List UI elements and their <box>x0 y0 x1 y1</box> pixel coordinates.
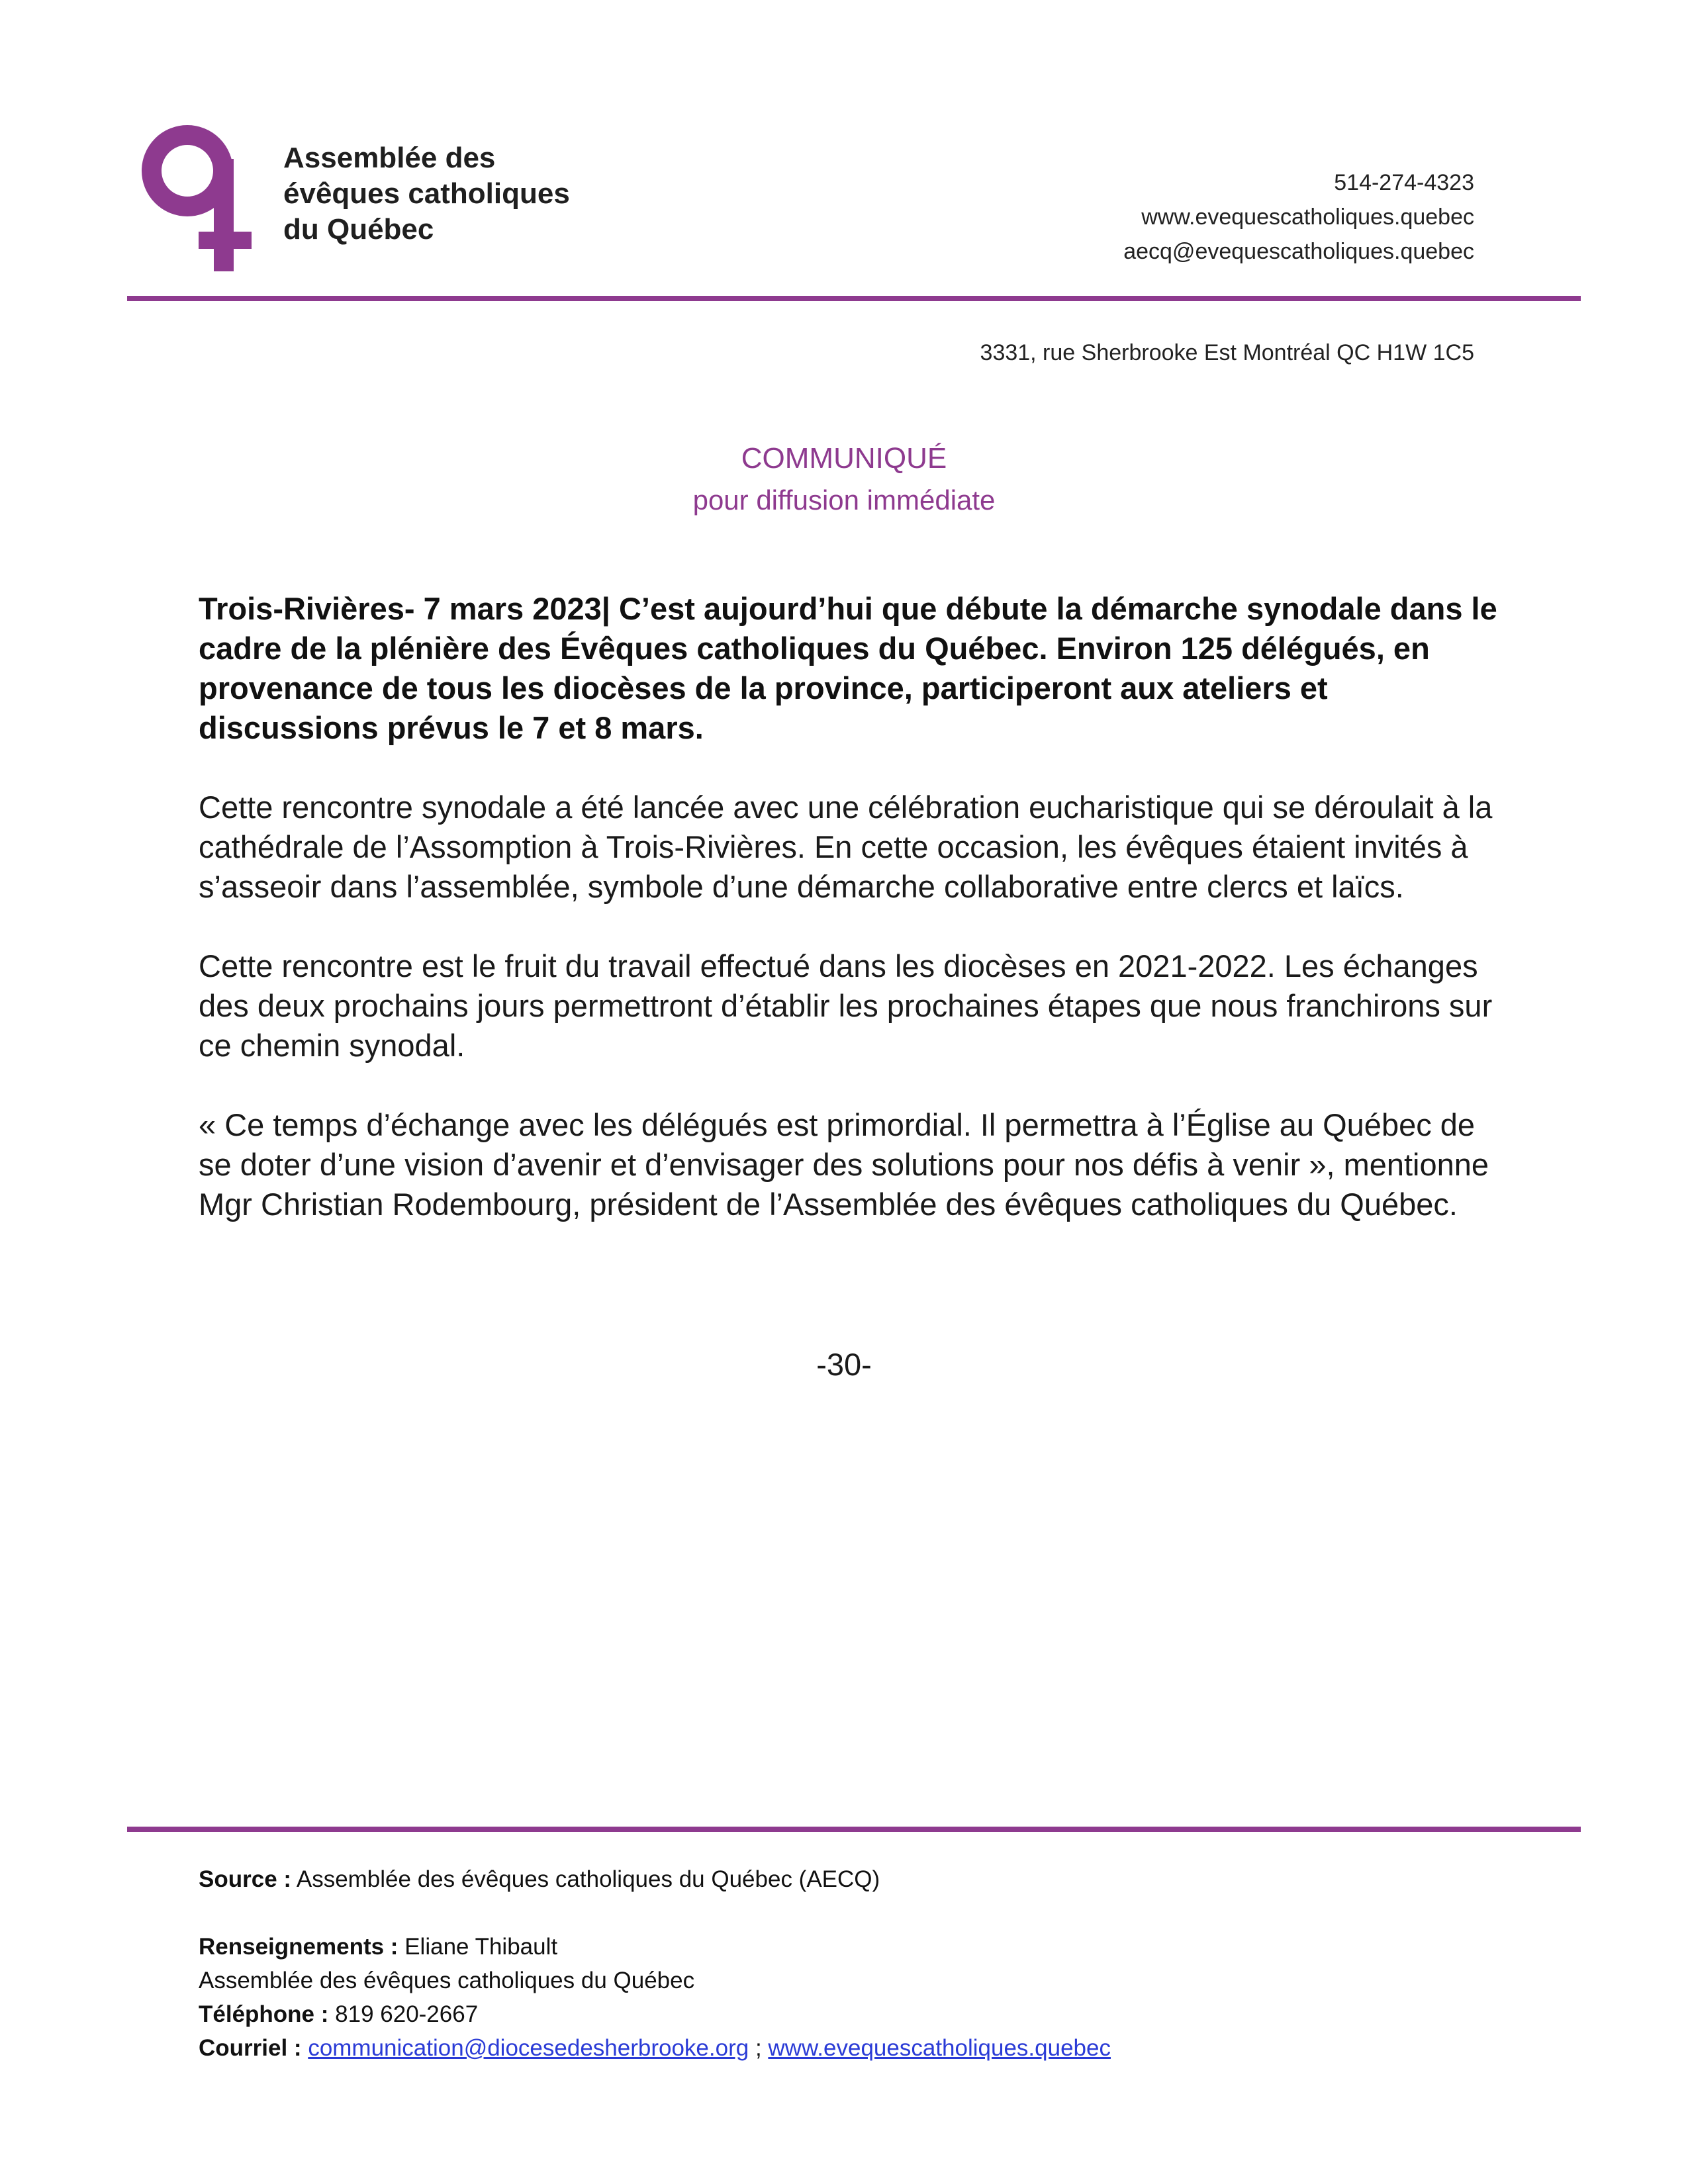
header-address: 3331, rue Sherbrooke Est Montréal QC H1W 1C5 <box>980 340 1474 365</box>
phone-label: Téléphone : <box>199 2001 329 2027</box>
communique-title: COMMUNIQUÉ <box>741 442 947 475</box>
website-link[interactable]: www.evequescatholiques.quebec <box>768 2035 1111 2061</box>
footer-email-line <box>199 2031 1111 2065</box>
footer-contact <box>199 1862 1111 2065</box>
footer-phone-line <box>199 1997 1111 2031</box>
org-name-line: Assemblée des <box>283 142 496 174</box>
body-paragraph: Cette rencontre est le fruit du travail effectué dans les diocèses en 2021-2022. Les échanges des deux prochains jours permettront d’établir les prochaines étapes que nous franchirons sur ce chemin synodal. <box>199 948 1493 1063</box>
footer-divider <box>127 1827 1581 1832</box>
body-paragraph: « Ce temps d’échange avec les délégués est primordial. Il permettra à l’Église au Québec de se doter d’une vision d’avenir et d’envisager des solutions pour nos défis à venir », mentionne Mgr Christian Rodembourg, président de l’Assemblée des évêques catholiques du Québec. <box>199 1107 1489 1222</box>
organization-name <box>283 140 570 248</box>
org-name-line: évêques catholiques <box>283 177 570 210</box>
footer-source-line <box>199 1862 1111 1896</box>
communique-subtitle: pour diffusion immédiate <box>692 484 996 516</box>
header-divider <box>127 296 1581 301</box>
info-organization: Assemblée des évêques catholiques du Québec <box>199 1968 695 1993</box>
footer-info-line <box>199 1930 1111 1964</box>
info-label: Renseignements : <box>199 1934 399 1960</box>
source-label: Source : <box>199 1866 292 1892</box>
email-label: Courriel : <box>199 2035 302 2061</box>
contact-block <box>1123 165 1474 269</box>
info-value: Eliane Thibault <box>404 1934 558 1960</box>
phone-value: 819 620-2667 <box>335 2001 479 2027</box>
body-paragraph: Cette rencontre synodale a été lancée avec une célébration eucharistique qui se déroulait à la cathédrale de l’Assomption à Trois-Rivières. En cette occasion, les évêques étaient invités à s’asseoir dans l’assemblée, symbole d’une démarche collaborative entre clercs et laïcs. <box>199 790 1493 904</box>
aecq-logo-icon <box>136 119 255 271</box>
lead-paragraph: Trois-Rivières- 7 mars 2023| C’est aujourd’hui que débute la démarche synodale dans le cadre de la plénière des Évêques catholiques du Québec. Environ 125 délégués, en provenance de tous les diocèses de la province, participeront aux ateliers et discussions prévus le 7 et 8 mars. <box>199 591 1497 745</box>
email-link[interactable]: communication@diocesedesherbrooke.org <box>308 2035 749 2061</box>
header-email[interactable]: aecq@evequescatholiques.quebec <box>1123 239 1474 264</box>
press-release-body <box>199 589 1509 1264</box>
header-phone: 514-274-4323 <box>1334 170 1474 195</box>
link-separator: ; <box>755 2035 762 2061</box>
end-mark: -30- <box>816 1347 872 1382</box>
header-website[interactable]: www.evequescatholiques.quebec <box>1141 205 1474 230</box>
org-name-line: du Québec <box>283 213 434 246</box>
source-value: Assemblée des évêques catholiques du Québec (AECQ) <box>296 1866 880 1892</box>
footer-spacer <box>199 1896 1111 1930</box>
